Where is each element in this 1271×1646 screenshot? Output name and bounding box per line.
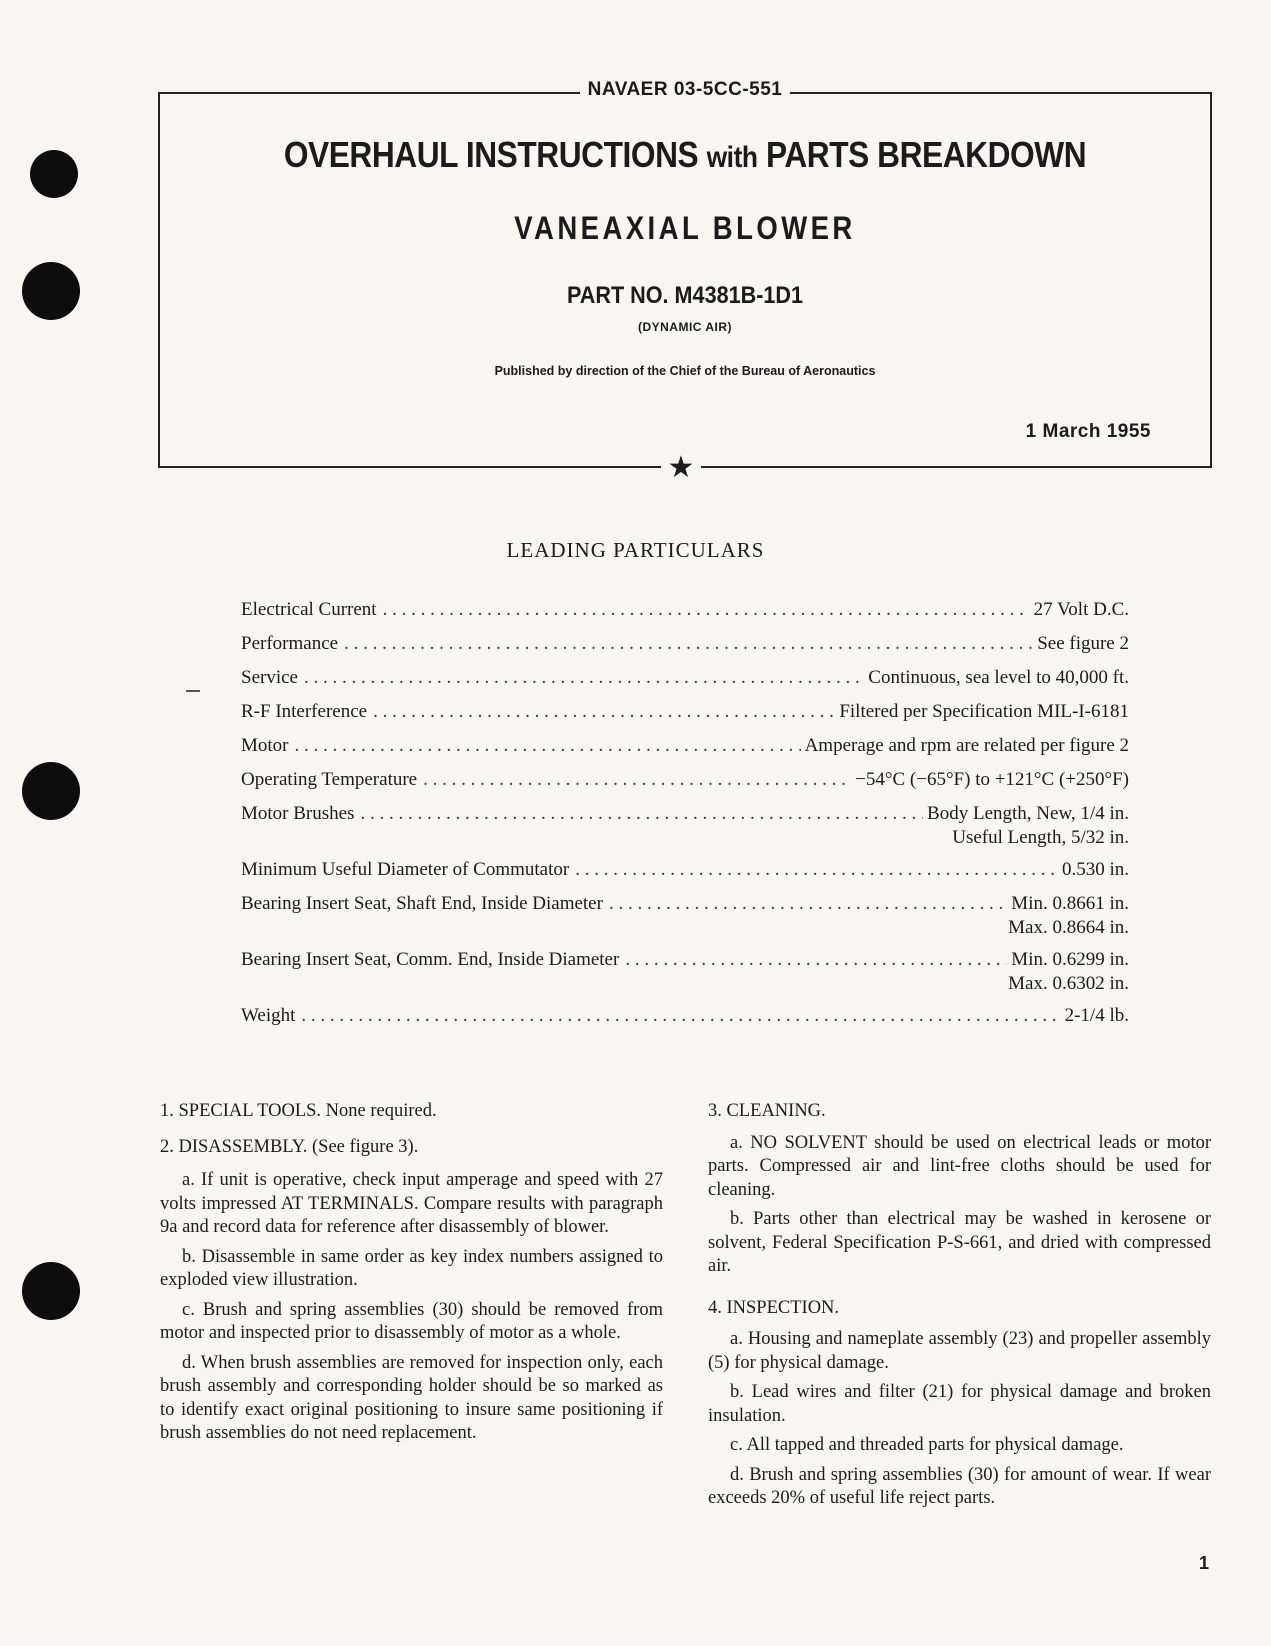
particular-label: Service [241,667,298,688]
particular-label: Bearing Insert Seat, Shaft End, Inside Diameter [241,893,603,914]
particular-value-secondary: Max. 0.6302 in. [1008,973,1129,994]
dot-leader [625,948,1007,972]
paragraph-4d: d. Brush and spring assemblies (30) for amount of wear. If wear exceeds 20% of useful life reject parts. [708,1464,1211,1508]
particular-row [241,802,1129,849]
margin-mark [186,690,200,692]
particular-row [241,858,1129,882]
paragraph-2c: c. Brush and spring assemblies (30) should be removed from motor and inspected prior to disassembly of motor as a whole. [160,1299,663,1343]
paragraph-4b: b. Lead wires and filter (21) for physical damage and broken insulation. [708,1382,1211,1426]
dot-leader [295,734,801,758]
dot-leader [609,892,1007,916]
particular-value: 0.530 in. [1061,859,1129,880]
dot-leader [360,802,923,826]
binder-hole [22,1262,80,1320]
section-special-tools: 1. SPECIAL TOOLS. None required. [160,1101,437,1121]
particular-value: See figure 2 [1037,633,1129,654]
particular-value: Filtered per Specification MIL-I-6181 [839,701,1129,722]
particular-row [241,892,1129,939]
right-column [708,1100,1211,1517]
page-number: 1 [1198,1553,1209,1573]
particular-value-secondary: Max. 0.8664 in. [1008,917,1129,938]
paragraph-2b: b. Disassemble in same order as key index numbers assigned to exploded view illustration. [160,1246,663,1290]
main-title: OVERHAUL INSTRUCTIONS with PARTS BREAKDOWN [283,134,1087,175]
particular-label: Electrical Current [241,599,377,620]
particular-value: −54°C (−65°F) to +121°C (+250°F) [855,769,1129,790]
particular-value: Min. 0.8661 in. [1011,893,1129,914]
doc-number: NAVAER 03-5CC-551 [160,79,1210,101]
particular-label: Bearing Insert Seat, Comm. End, Inside Diameter [241,949,620,970]
particular-row [241,948,1129,995]
paragraph-3a: a. NO SOLVENT should be used on electrical leads or motor parts. Compressed air and lint-free cloths should be used for cleaning. [708,1132,1211,1200]
dot-leader [373,700,835,724]
binder-hole [22,762,80,820]
particular-label: Performance [241,633,339,654]
paragraph-2a: a. If unit is operative, check input amperage and speed with 27 volts impressed AT TERMINALS. Compare results with paragraph 9a and record data for reference after disassembly of blower. [160,1170,663,1237]
section-inspection: 4. INSPECTION. [708,1297,840,1318]
paragraph-2d: d. When brush assemblies are removed for inspection only, each brush assembly and corresponding holder should be so marked as to identify exact original positioning to insure same positioning if brush assemblies do not need replacement. [160,1352,663,1443]
particular-value: Body Length, New, 1/4 in. [927,803,1129,824]
leading-particulars-table [241,598,1129,1038]
section-disassembly: 2. DISASSEMBLY. (See figure 3). [160,1136,419,1157]
particular-label: Motor [241,735,289,756]
particular-value-secondary: Useful Length, 5/32 in. [952,827,1129,848]
particular-label: Operating Temperature [241,769,418,790]
paragraph-3b: b. Parts other than electrical may be washed in kerosene or solvent, Federal Specification P-S-661, and dried with compressed air. [708,1209,1211,1276]
particular-label: Motor Brushes [241,803,355,824]
leading-particulars-heading: LEADING PARTICULARS [506,538,765,562]
particular-row [241,734,1129,758]
particular-row [241,700,1129,724]
particular-value: 27 Volt D.C. [1033,599,1129,620]
dot-leader [575,858,1058,882]
binder-hole [30,150,78,198]
particular-row [241,1004,1129,1028]
star-icon: ★ [661,448,701,488]
particular-row [241,768,1129,792]
dot-leader [383,598,1030,622]
binder-hole [22,262,80,320]
particular-row [241,598,1129,622]
manufacturer: (DYNAMIC AIR) [637,320,733,334]
paragraph-4a: a. Housing and nameplate assembly (23) and propeller assembly (5) for physical damage. [708,1329,1211,1373]
particular-value: Amperage and rpm are related per figure 2 [804,735,1129,756]
left-column [160,1100,663,1452]
particular-label: Minimum Useful Diameter of Commutator [241,859,570,880]
section-cleaning: 3. CLEANING. [708,1101,826,1121]
dot-leader [423,768,851,792]
particular-value: Continuous, sea level to 40,000 ft. [868,667,1129,688]
dot-leader [304,666,864,690]
dot-leader [301,1004,1060,1028]
particular-label: Weight [241,1005,296,1026]
dot-leader [344,632,1033,656]
sub-title: VANEAXIAL BLOWER [514,210,856,246]
publication-date: 1 March 1955 [1025,421,1151,442]
publication-authority: Published by direction of the Chief of the Bureau of Aeronautics [494,364,876,378]
particular-row [241,632,1129,656]
particular-label: R-F Interference [241,701,368,722]
particular-value: Min. 0.6299 in. [1011,949,1129,970]
paragraph-4c: c. All tapped and threaded parts for physical damage. [730,1435,1124,1455]
particular-value: 2-1/4 lb. [1064,1005,1129,1026]
part-number: PART NO. M4381B-1D1 [566,282,804,309]
particular-row [241,666,1129,690]
